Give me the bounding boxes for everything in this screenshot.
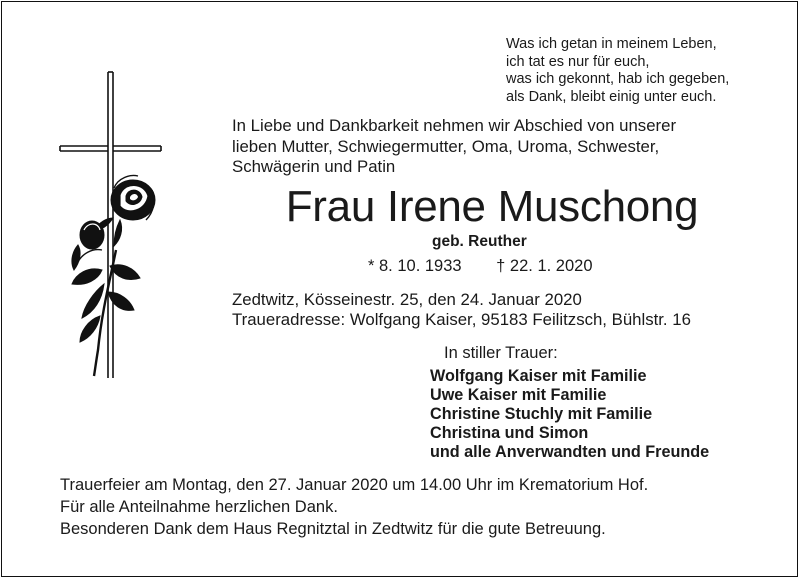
cross-with-rose-icon xyxy=(58,70,178,380)
thanks-line: Für alle Anteilnahme herzlichen Dank. xyxy=(60,498,338,516)
poem-line: was ich gekonnt, hab ich gegeben, xyxy=(506,71,730,87)
farewell-intro xyxy=(232,116,676,178)
mourner-name: Christine Stuchly mit Familie xyxy=(430,405,653,423)
poem xyxy=(506,36,729,106)
funeral-notice-footer xyxy=(60,474,648,540)
cross-icon xyxy=(60,72,161,378)
mourners-header: In stiller Trauer: xyxy=(444,344,558,362)
funeral-service-line: Trauerfeier am Montag, den 27. Januar 2020 um 14.00 Uhr im Krematorium Hof. xyxy=(60,476,649,494)
poem-line: Was ich getan in meinem Leben, xyxy=(506,36,717,52)
poem-line: ich tat es nur für euch, xyxy=(506,53,650,70)
mourner-name: Christina und Simon xyxy=(430,424,589,442)
mourner-name: Wolfgang Kaiser mit Familie xyxy=(430,367,647,385)
special-thanks-line: Besonderen Dank dem Haus Regnitztal in Zedtwitz für die gute Betreuung. xyxy=(60,520,606,538)
mourner-name: und alle Anverwandten und Freunde xyxy=(430,443,710,461)
address-block xyxy=(232,290,691,330)
life-dates xyxy=(368,257,593,276)
intro-line: Schwägerin und Patin xyxy=(232,157,396,176)
birth-date: * 8. 10. 1933 xyxy=(368,257,462,275)
poem-line: als Dank, bleibt einig unter euch. xyxy=(506,88,717,105)
mourner-name: Uwe Kaiser mit Familie xyxy=(430,386,607,404)
mourners-list xyxy=(430,367,709,462)
address-line: Zedtwitz, Kösseinestr. 25, den 24. Januar 2020 xyxy=(232,290,582,309)
birth-name: geb. Reuther xyxy=(432,233,527,250)
intro-line: In Liebe und Dankbarkeit nehmen wir Abschied von unserer xyxy=(232,116,677,135)
death-date: † 22. 1. 2020 xyxy=(496,257,593,275)
deceased-name: Frau Irene Muschong xyxy=(285,182,699,231)
intro-line: lieben Mutter, Schwiegermutter, Oma, Uroma, Schwester, xyxy=(232,136,660,156)
mourning-address: Traueradresse: Wolfgang Kaiser, 95183 Feilitzsch, Bühlstr. 16 xyxy=(232,310,691,329)
